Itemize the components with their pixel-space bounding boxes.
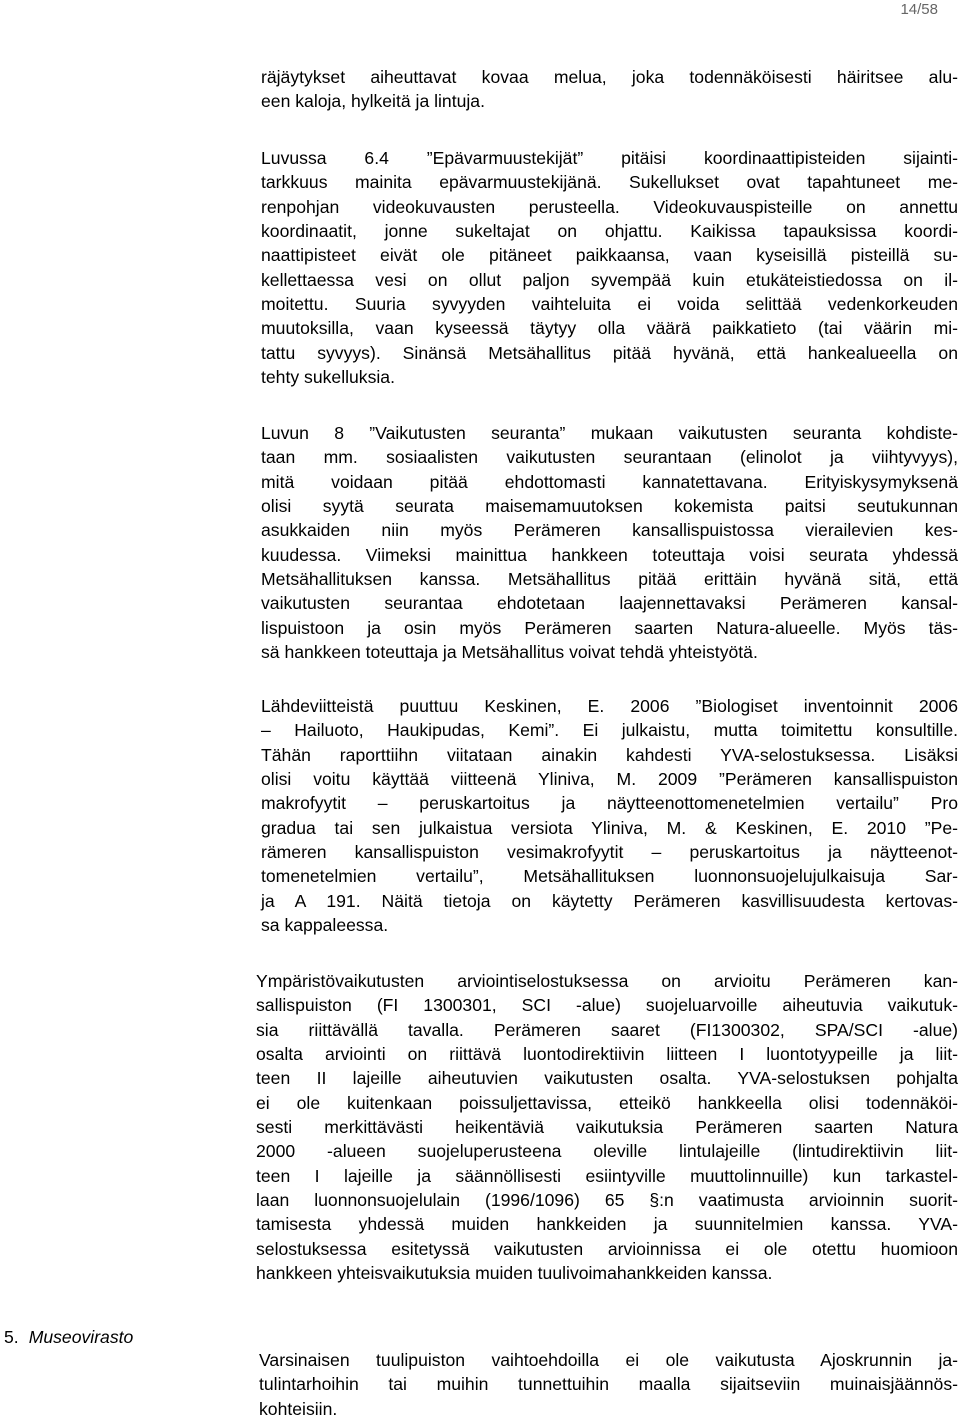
text-line: selostuksessa esitetyssä vaikutusten arvioinnissa ei ole otettu huomioon (256, 1238, 958, 1259)
text-line: sa kappaleessa. (261, 915, 389, 936)
text-line: Varsinaisen tuulipuiston vaihtoehdoilla ei ole vaikutusta Ajoskrunnin ja- (259, 1350, 958, 1370)
paragraph-coordinate-uncertainty (261, 146, 958, 389)
text-line: tomenetelmien vertailu”, Metsähallituksen luonnonsuojelujulkaisuja Sar- (261, 866, 958, 887)
text-line: tulintarhoihin tai muihin tunnettuihin maalla sijaitseviin muinaisjäännös- (259, 1374, 958, 1395)
text-line: renpohjan videokuvausten perusteella. Videokuvauspisteille on annettu (261, 196, 958, 217)
text-line: Luvun 8 ”Vaikutusten seuranta” mukaan vaikutusten seuranta kohdiste- (261, 423, 958, 443)
text-line: olisi syytä seurata maisemamuutoksen kokemista paitsi seutukunnan (261, 496, 958, 517)
text-line: – Hailuoto, Haukipudas, Kemi”. Ei julkaistu, mutta toimitettu konsultille. (261, 720, 958, 741)
text-line: kuudessa. Viimeksi mainittua hankkeen toteuttaja voisi seurata yhdessä (261, 544, 958, 565)
text-line: 2000 -alueen suojeluperusteena oleville lintulajeille (lintudirektiivin liit- (256, 1141, 958, 1162)
text-line: tattu syvyys). Sinänsä Metsähallitus pitää hyvänä, että hankealueella on (261, 342, 958, 363)
text-line: ja A 191. Näitä tietoja on käytetty Perämeren kasvillisuudesta kertovas- (261, 890, 958, 911)
paragraph-impact-monitoring (261, 421, 958, 664)
text-line: rämeren kansallispuiston vesimakrofyytit – peruskartoitus ja näytteenot- (261, 842, 958, 863)
text-line: teen I lajeille ja säännöllisesti esiintyville muuttolinnuille) kun tarkastel- (256, 1165, 958, 1186)
text-line: lispuistoon ja osin myös Perämeren saarten Natura-alueelle. Myös täs- (261, 617, 958, 638)
text-line: räjäytykset aiheuttavat kovaa melua, joka todennäköisesti häiritsee alu- (261, 67, 958, 87)
text-line: moitettu. Suuria syvyyden vaihteluita ei voida selittää vedenkorkeuden (261, 294, 958, 315)
text-line: Luvussa 6.4 ”Epävarmuustekijät” pitäisi koordinaattipisteiden sijainti- (261, 148, 958, 168)
text-line: laan luonnonsuojelulain (1996/1096) 65 §:n vaatimusta arvioinnin suorit- (256, 1190, 958, 1211)
text-line: mitä voidaan pitää ehdottomasti kannatettavana. Erityiskysymyksenä (261, 471, 958, 492)
text-line: sä hankkeen toteuttaja ja Metsähallitus voivat tehdä yhteistyötä. (261, 642, 758, 663)
section-number: 5. (4, 1327, 19, 1347)
text-line: kohteisiin. (259, 1398, 338, 1419)
text-line: hankkeen yhteisvaikutuksia muiden tuulivoimahankkeiden kanssa. (256, 1263, 773, 1284)
text-line: teen II lajeille aiheutuvien vaikutusten osalta. YVA-selostuksen pohjalta (256, 1068, 958, 1089)
text-line: tamisesta yhdessä muiden hankkeiden ja suunnitelmien kanssa. YVA- (256, 1214, 958, 1235)
text-line: asukkaiden niin myös Perämeren kansallispuistossa vierailevien kes- (261, 520, 958, 541)
paragraph-noise-impacts (261, 65, 958, 114)
text-line: osalta arviointi on riittävä luontodirektiivin liitteen I luontotyypeille ja liit- (256, 1044, 958, 1065)
paragraph-missing-references (261, 694, 958, 937)
text-line: makrofyytit – peruskartoitus ja näytteenottomenetelmien vertailu” Pro (261, 793, 958, 814)
text-line: taan mm. sosiaalisten vaikutusten seurantaan (elinolot ja viihtyvyys), (261, 447, 958, 468)
text-line: sia riittävällä tavalla. Perämeren saaret (FI1300302, SPA/SCI -alue) (256, 1019, 958, 1040)
page-number: 14/58 (900, 1, 938, 18)
text-line: olisi voitu käyttää viitteenä Yliniva, M. 2009 ”Perämeren kansallispuiston (261, 769, 958, 790)
paragraph-museovirasto (259, 1348, 958, 1421)
text-line: Tähän raporttiihn viitataan ainakin kahdesti YVA-selostuksessa. Lisäksi (261, 744, 958, 765)
text-line: Ympäristövaikutusten arviointiselostuksessa on arvioitu Perämeren kan- (256, 971, 958, 991)
text-line: naattipisteet eivät ole pitäneet paikkaansa, vaan kyseisillä pisteillä su- (261, 245, 958, 266)
section-title: Museovirasto (28, 1327, 134, 1347)
paragraph-natura-assessment (256, 969, 958, 1285)
text-line: gradua tai sen julkaistua versiota Yliniva, M. & Keskinen, E. 2010 ”Pe- (261, 817, 958, 838)
text-line: tarkkuus mainita epävarmuustekijänä. Sukellukset ovat tapahtuneet me- (261, 172, 958, 193)
text-line: kellettaessa vesi on ollut paljon syvempää kuin etukäteistiedossa on il- (261, 269, 958, 290)
text-line: koordinaatit, jonne sukeltajat on ohjattu. Kaikissa tapauksissa koordi- (261, 221, 958, 242)
text-line: vaikutusten seurantaa ehdotetaan laajennettavaksi Perämeren kansal- (261, 593, 958, 614)
text-line: sesti merkittävästi heikentäviä vaikutuksia Perämeren saarten Natura (256, 1117, 958, 1138)
text-line: Metsähallituksen kanssa. Metsähallitus pitää erittäin hyvänä sitä, että (261, 569, 958, 590)
text-line: tehty sukelluksia. (261, 367, 395, 388)
text-line: muutoksilla, vaan kyseessä täytyy olla väärä paikkatieto (tai väärin mi- (261, 318, 958, 339)
text-line: ei ole kuitenkaan poissuljettavissa, etteikö hankkeella olisi todennäköi- (256, 1092, 958, 1113)
text-line: een kaloja, hylkeitä ja lintuja. (261, 91, 485, 112)
text-line: Lähdeviitteistä puuttuu Keskinen, E. 2006 ”Biologiset inventoinnit 2006 (261, 696, 958, 716)
text-line: sallispuiston (FI 1300301, SCI -alue) suojeluarvoille aiheutuvia vaikutuk- (256, 995, 958, 1016)
section-heading (4, 1325, 133, 1349)
